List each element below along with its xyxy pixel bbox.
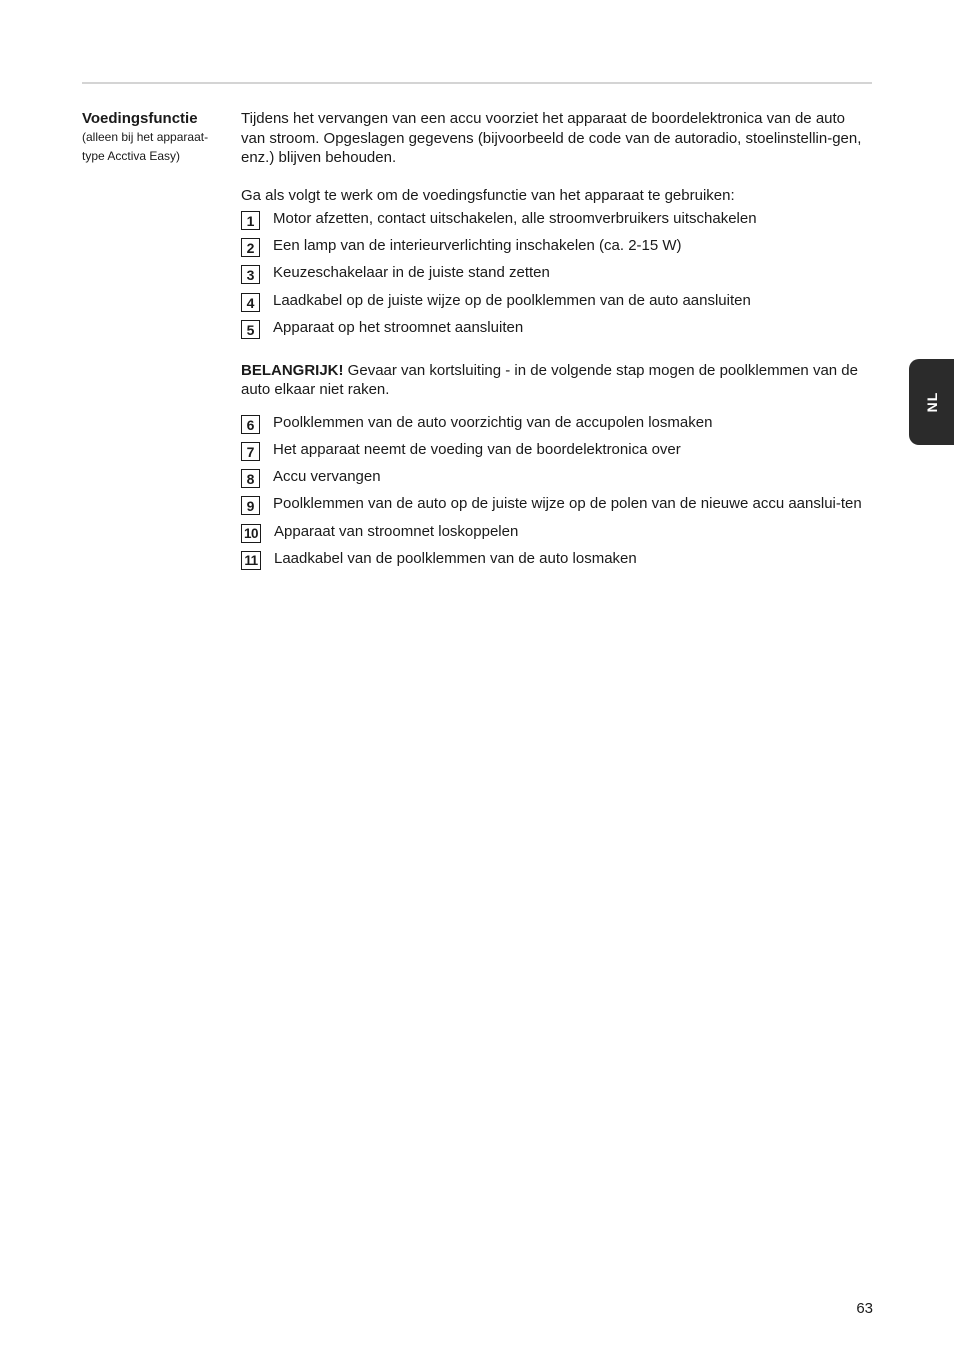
step-list-2: [241, 413, 873, 570]
step-number-box: 7: [241, 442, 260, 461]
step-text: Laadkabel op de juiste wijze op de poolklemmen van de auto aansluiten: [273, 291, 751, 309]
step-text: Een lamp van de interieurverlichting inschakelen (ca. 2-15 W): [273, 237, 682, 255]
step-item: [241, 467, 873, 488]
main-content: [241, 109, 873, 576]
step-text: Keuzeschakelaar in de juiste stand zetten: [273, 264, 550, 282]
step-item: [241, 318, 873, 339]
step-item: [241, 549, 873, 570]
step-number-box: 8: [241, 469, 260, 488]
step-item: [241, 263, 873, 284]
step-number-box: 5: [241, 320, 260, 339]
step-number-box: 4: [241, 293, 260, 312]
step-item: [241, 209, 873, 230]
step-number-box: 9: [241, 496, 260, 515]
step-text: Motor afzetten, contact uitschakelen, alle stroomverbruikers uitschakelen: [273, 210, 757, 227]
step-item: [241, 236, 873, 257]
step-list-1: [241, 209, 873, 339]
step-text: Laadkabel van de poolklemmen van de auto losmaken: [274, 549, 637, 567]
step-number-box: 2: [241, 238, 260, 257]
important-text: Gevaar van kortsluiting - in de volgende stap mogen de poolklemmen van de auto elkaar niet raken.: [241, 361, 858, 399]
page-number: 63: [856, 1300, 873, 1317]
language-tab[interactable]: [909, 359, 954, 445]
step-text: Poolklemmen van de auto op de juiste wijze op de polen van de nieuwe accu aanslui-ten: [273, 495, 862, 513]
header-rule: [82, 82, 872, 84]
important-label: BELANGRIJK!: [241, 361, 344, 379]
step-item: [241, 291, 873, 312]
step-number-box: 3: [241, 265, 260, 284]
step-number-box: 10: [241, 524, 261, 543]
step-item: [241, 413, 873, 434]
language-tab-label: NL: [923, 391, 940, 413]
step-number-box: 6: [241, 415, 260, 434]
instruction-lead: Ga als volgt te werk om de voedingsfunctie van het apparaat te gebruiken:: [241, 186, 735, 204]
step-text: Apparaat op het stroomnet aansluiten: [273, 318, 524, 336]
section-title: Voedingsfunctie: [82, 110, 198, 127]
important-note: [241, 361, 873, 400]
intro-paragraph: Tijdens het vervangen van een accu voorziet het apparaat de boordelektronica van de auto van stroom. Opgeslagen gegevens (bijvoorbeeld de code van de autoradio, stoelinstellin-gen, enz.) blijven behouden.: [241, 110, 862, 166]
step-text: Poolklemmen van de auto voorzichtig van de accupolen losmaken: [273, 413, 713, 431]
step-text: Accu vervangen: [273, 468, 381, 486]
step-item: [241, 440, 873, 461]
section-subtitle: (alleen bij het apparaat-type Acctiva Easy): [82, 130, 209, 163]
section-sidebar: [82, 109, 232, 166]
step-number-box: 11: [241, 551, 261, 570]
step-item: [241, 494, 873, 515]
step-item: [241, 522, 873, 543]
step-text: Het apparaat neemt de voeding van de boordelektronica over: [273, 440, 681, 458]
step-text: Apparaat van stroomnet loskoppelen: [274, 522, 519, 540]
step-number-box: 1: [241, 211, 260, 230]
